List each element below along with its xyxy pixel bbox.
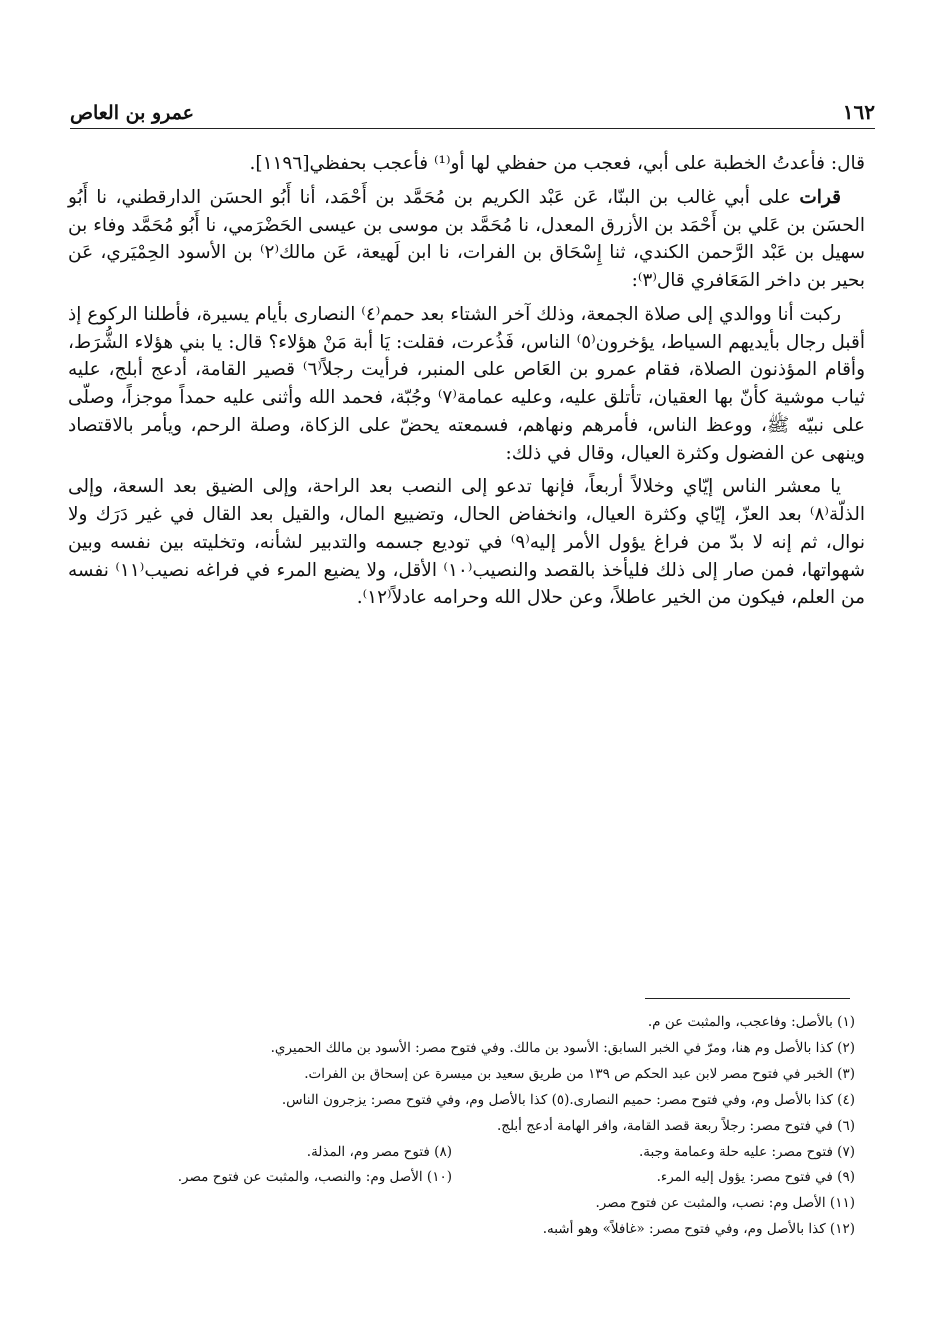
- paragraph-2-lead: قرات: [799, 186, 841, 208]
- page-header: [70, 90, 875, 129]
- footnote-12: (١٢) كذا بالأصل وم، وفي فتوح مصر: «غافلاً» وهو أشبه.: [542, 1221, 855, 1238]
- footnote-3: (٣) الخبر في فتوح مصر لابن عبد الحكم ص ١٣٩ من طريق سعيد بن ميسرة عن إسحاق بن الفرات.: [304, 1065, 855, 1082]
- paragraph-1: قال: فأعدتُ الخطبة على أبي، فعجب من حفظي لها أو⁽¹⁾ فأعجب بحفظي[١١٩٦].: [249, 153, 865, 174]
- footnote-4-5: (٤) كذا بالأصل وم، وفي فتوح مصر: حميم النصارى.(٥) كذا بالأصل وم، وفي فتوح مصر: يزجرون الناس.: [281, 1091, 855, 1108]
- footnote-8: (٨) فتوح مصر وم، المذلة.: [306, 1143, 452, 1160]
- footnote-11: (١١) الأصل وم: نصب، والمثبت عن فتوح مصر.: [595, 1195, 855, 1212]
- paragraph-2: [68, 184, 865, 295]
- paragraph-3: ركبت أنا ووالدي إلى صلاة الجمعة، وذلك آخر الشتاء بعد حمم⁽٤⁾ النصارى بأيام يسيرة، فأطلنا الركوع إذ أقبل رجال بأيديهم السياط، يؤخرون⁽٥⁾ الناس، فَذُعرت، فقلت: يَا أبة مَنْ هؤلاء؟ قال: يا بني هؤلاء الشُّرَط، وأقام المؤذنون الصلاة، فقام عمرو بن العَاص على المنبر، فرأيت رجلاً⁽٦⁾ قصير القامة، أدعج أبلج، عليه ثياب موشية كأنّ بها العقيان، تأتلق عليه، وعليه عمامة⁽٧⁾ وجُبّة، فحمد الله وأثنى عليه حمداً موجزاً، وصلّى على نبيّه ﷺ، ووعظ الناس، فأمرهم ونهاهم، فسمعته يحضّ على الزكاة، وصلة الرحم، ويأمر بالاقتصاد وينهى عن الفضول وكثرة العيال، وقال في ذلك:: [68, 303, 866, 464]
- footnote-row-7-8: [80, 1140, 855, 1166]
- main-text: [68, 150, 865, 618]
- footnote-6: (٦) في فتوح مصر: رجلاً ربعة قصد القامة، وافر الهامة أدعج أبلج.: [496, 1117, 855, 1134]
- footnote-2: (٢) كذا بالأصل وم هنا، ومرّ في الخبر السابق: الأسود بن مالك. وفي فتوح مصر: الأسود بن مالك الحميري.: [270, 1039, 855, 1056]
- paragraph-4: يا معشر الناس إيّاي وخلالاً أربعاً، فإنها تدعو إلى النصب بعد الراحة، وإلى الضيق بعد السعة، وإلى الذلّة⁽٨⁾ بعد العزّ، إيّاي وكثرة العيال، وانخفاض الحال، وتضييع المال، والقيل بعد القال في غير دَرَك ولا نوال، ثم إنه لا بدّ من فراغ يؤول الأمر إليه⁽٩⁾ في توديع جسمه والتدبير لشأنه، وتخليته بين نفسه وبين شهواتها، فمن صار إلى ذلك فليأخذ بالقصد والنصيب⁽١٠⁾ الأقل، ولا يضيع المرء في فراغه نصيب⁽١١⁾ نفسه من العلم، فيكون من الخير عاطلاً، وعن حلال الله وحرامه عادلاً⁽١٢⁾.: [68, 476, 866, 609]
- footnote-9: (٩) في فتوح مصر: يؤول إليه المرء.: [656, 1169, 855, 1186]
- page-number: ١٦٢: [842, 100, 875, 124]
- footnote-1: (١) بالأصل: وفاعجب، والمثبت عن م.: [647, 1014, 855, 1030]
- footnotes: [80, 1010, 855, 1243]
- paragraph-2-text: على أبي غالب بن البنّا، عَن عَبْد الكريم بن مُحَمَّد بن أَحْمَد، أنا أَبُو الحسَن الدارقطني، نا أَبُو الحسَن بن عَلي بن أَحْمَد بن الأزرق المعدل، نا مُحَمَّد بن موسى بن عيسى الحَضْرَمي، نا أَبُو مُحَمَّد وفاء بن سهيل بن عَبْد الرَّحمن الكندي، ثنا إِسْحَاق بن الفرات، نا ابن لَهيعة، عَن مالك⁽٢⁾ بن الأسود الحِمْيَري، عَن بحير بن داخر المَعَافري قال⁽٣⁾:: [68, 186, 865, 291]
- footnote-7: (٧) فتوح مصر: عليه حلة وعمامة وجبة.: [638, 1143, 855, 1160]
- running-title: عمرو بن العاص: [70, 102, 194, 124]
- footnote-divider: [645, 998, 850, 999]
- footnote-10: (١٠) الأصل وم: والنصب، والمثبت عن فتوح مصر.: [177, 1169, 452, 1186]
- footnote-row-9-10: [80, 1165, 855, 1191]
